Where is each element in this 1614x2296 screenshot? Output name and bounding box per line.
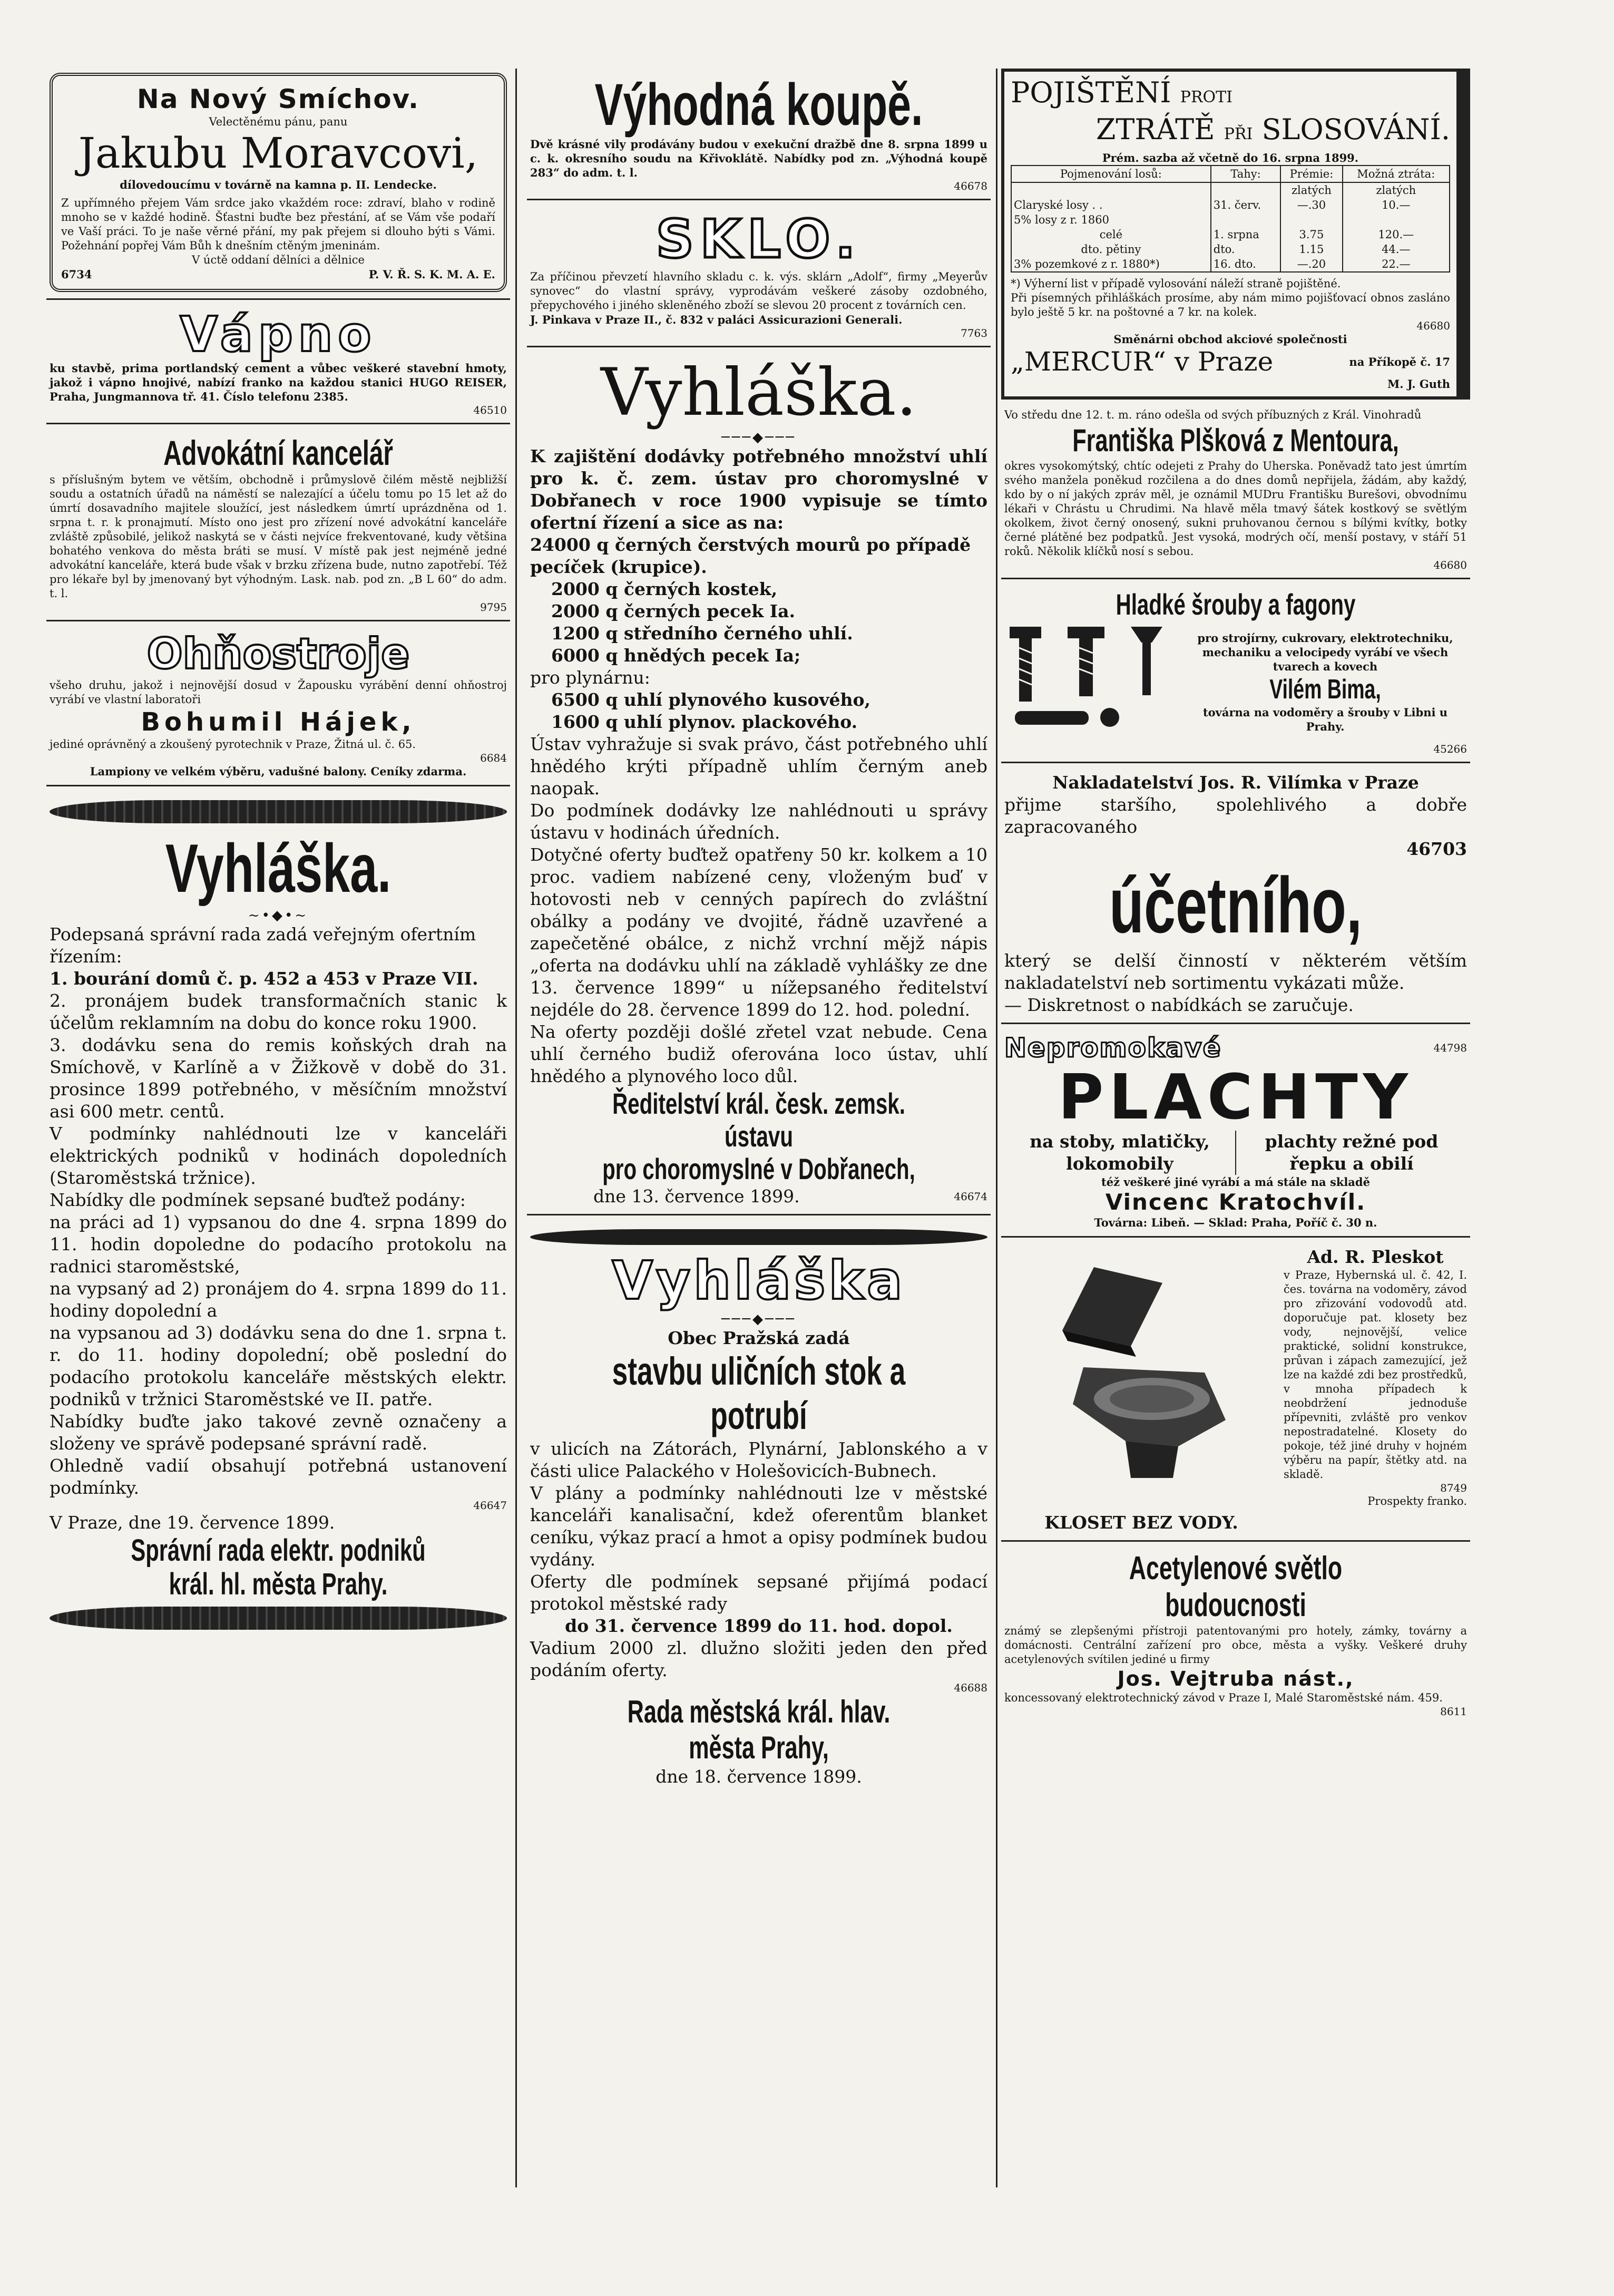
ad-plachty [1001, 1028, 1470, 1238]
column-2 [527, 69, 991, 1798]
ad-vyhlaska-elektr-p3: na práci ad 1) vypsanou do dne 4. srpna 1899 do 11. hodin dopoledne do podacího protokolu na radnici staroměstské, [50, 1212, 507, 1277]
column-1 [46, 69, 510, 1646]
ad-pojisteni-l2b: PŘI [1224, 125, 1253, 143]
ad-vapno-headline: Vápno [180, 306, 377, 363]
ad-srouby-body: pro strojírny, cukrovary, elektrotechniku, mechaniku a velocipedy vyrábí ve všech tvarech a kovech [1197, 631, 1453, 673]
column-3 [1001, 69, 1470, 1728]
ad-pojisteni-prem: Prém. sazba až včetně do 16. srpna 1899. [1102, 151, 1359, 164]
ad-smichov-name: Jakubu Moravcovi, [78, 129, 478, 178]
ad-plachty-right: plachty režné pod řepku a obilí [1265, 1131, 1439, 1174]
ad-sklo [527, 205, 991, 347]
ad-smichov-number: 6734 [61, 268, 92, 281]
table-cell: 3.75 [1280, 227, 1342, 242]
table-cell: 22.— [1343, 257, 1450, 272]
ad-vyhlaska-uhli-q4: 1200 q středního černého uhlí. [551, 623, 853, 644]
table-row [1011, 242, 1450, 257]
table-header: Možná ztráta: [1343, 166, 1450, 182]
lottery-table [1011, 165, 1450, 273]
table-cell: 31. červ. [1211, 198, 1281, 212]
ad-ohnostroje-number: 6684 [480, 752, 507, 764]
ornament-divider: ~•◆•~ [248, 908, 309, 923]
ad-ucetniho-number: 46703 [1406, 839, 1467, 859]
ad-kancelar-body: s příslušným bytem ve větším, obchodně i průmyslově čilém městě nejbližší soudu a ostatních úřadů na náměstí se nalezající a účelu tomu po 15 let až do úmrtí dosavadního majitele sloužící, jest následkem úmrtí uprázdněna od 1. srpna t. r. k pronajmutí. Místo ono jest pro zřízení nové advokátní kanceláře zvláště způsobilé, jelikož naskytá se v části nejvíce frekventované, kudy většina bohatého venkova do města bráti se musí. V místě pak jest nejméně jedné advokátní kanceláře, která bude však v brzku zřízena bude, nutno zapotřebí. Též pro lékaře byl by jmenovaný byt výhodným. Lask. nab. pod zn. „B L 60“ do adm. t. l. [50, 473, 507, 600]
ad-pleskot-foot: Prospekty franko. [1367, 1495, 1467, 1507]
ad-vyhlaska-elektr-item3: 3. dodávku sena do remis koňských drah na Smíchově, v Karlíně a v Žižkově v době do 31. prosince 1899 potřebného, v měsíčním množství asi 600 metr. centů. [50, 1035, 507, 1122]
ad-vyhlaska-elektr-p4: na vypsaný ad 2) pronájem do 4. srpna 1899 do 11. hodiny dopolední a [50, 1278, 507, 1321]
table-cell: 16. dto. [1211, 257, 1281, 272]
ad-vyhlaska-uhli-number: 46674 [954, 1190, 987, 1203]
ad-smichov-salutation: Velectěnému pánu, panu [209, 115, 348, 128]
ad-plachty-name: Vincenc Kratochvíl. [1105, 1189, 1366, 1215]
ad-vyhlaska-elektr-sign1: Správní rada elektr. podniků [131, 1533, 426, 1568]
ad-vyhlaska-elektr-item1: 1. bourání domů č. p. 452 a 453 v Praze VII. [50, 968, 478, 989]
ad-sklo-headline: SKLO. [656, 208, 862, 270]
ad-plachty-sub: též veškeré jiné vyrábí a má stále na skladě [1101, 1175, 1370, 1189]
ad-vyhlaska-elektr-intro: Podepsaná správní rada zadá veřejným ofertním řízením: [50, 924, 476, 967]
table-cell: zlatých [1343, 182, 1450, 198]
ad-vyhlaska-uhli-q5: 6000 q hnědých pecek Ia; [551, 645, 801, 666]
table-row [1011, 182, 1450, 198]
ad-smichov [46, 69, 510, 300]
ad-ohnostroje-name: Bohumil Hájek, [141, 707, 416, 737]
ad-vyhlaska-uhli-q1: 24000 q černých čerstvých mourů po případě pecíček (krupice). [530, 534, 971, 577]
ad-ucetniho-body: který se delší činností v některém větším nakladatelství neb sortimentu vykázati může. [1004, 950, 1467, 993]
screw-icon [1004, 621, 1178, 743]
table-cell: 10.— [1343, 198, 1450, 212]
table-cell: zlatých [1280, 182, 1342, 198]
ad-pleskot-number: 8749 [1440, 1482, 1467, 1494]
ad-vyhlaska-uhli-sign1: Ředitelství král. česk. zemsk. ústavu [612, 1087, 905, 1153]
ad-smichov-closing: V úctě oddaní dělníci a dělnice [192, 254, 365, 266]
ad-smichov-headline: Na Nový Smíchov. [136, 84, 420, 114]
table-row [1011, 257, 1450, 272]
ad-vyhlaska-stoky [527, 1220, 991, 1794]
ad-vyhlaska-stoky-p3: Vadium 2000 zl. dlužno složiti jeden den před podáním oferty. [530, 1638, 987, 1680]
column-rule-2 [996, 69, 997, 2187]
closet-icon [1004, 1246, 1278, 1510]
ad-kancelar-headline: Advokátní kancelář [163, 433, 393, 472]
ornament-bar-bottom [50, 1607, 507, 1630]
ad-acetylen [1001, 1546, 1470, 1724]
table-cell: —.20 [1280, 257, 1342, 272]
table-header: Prémie: [1280, 166, 1342, 182]
ad-acetylen-name: Jos. Vejtruba nást., [1117, 1667, 1354, 1690]
ad-pojisteni-firm: Směnárni obchod akciové společnosti [1113, 333, 1347, 346]
ad-vyhlaska-elektr-p1: V podmínky nahlédnouti lze v kanceláři elektrických podniků v hodinách dopoledních (Staroměstská tržnice). [50, 1123, 507, 1188]
ad-pojisteni [1001, 69, 1470, 400]
ad-mentour-number: 46680 [1433, 559, 1467, 571]
ad-vyhlaska-stoky-p2: Oferty dle podmínek sepsané přijímá podací protokol městské rady [530, 1571, 987, 1614]
table-cell: dto. pětiny [1011, 242, 1211, 257]
table-cell: 44.— [1343, 242, 1450, 257]
ad-koupe-number: 46678 [954, 180, 987, 192]
ad-vyhlaska-uhli-p2: Do podmínek dodávky lze nahlédnouti u správy ústavu v hodinách úředních. [530, 800, 987, 843]
ad-vyhlaska-uhli-q3: 2000 q černých pecek Ia. [551, 601, 795, 621]
ad-srouby-headline: Hladké šrouby a fagony [1116, 588, 1356, 621]
ad-vapno [46, 304, 510, 424]
ad-vyhlaska-elektr-number: 46647 [473, 1499, 507, 1512]
ad-sklo-number: 7763 [961, 327, 987, 339]
ad-pleskot [1001, 1242, 1470, 1542]
table-row [1011, 227, 1450, 242]
ad-ohnostroje-headline: Ohňostroje [146, 629, 410, 678]
ad-plachty-left: na stoby, mlatičky, lokomobily [1004, 1131, 1236, 1175]
ad-vyhlaska-elektr-sign2: král. hl. města Prahy. [169, 1567, 388, 1601]
ad-acetylen-addr: koncessovaný elektrotechnický závod v Praze I, Malé Staroměstské nám. 459. [1004, 1691, 1443, 1704]
ad-vyhlaska-uhli-pro: pro plynárnu: [530, 667, 650, 688]
ad-pojisteni-l2: ZTRÁTĚ [1095, 113, 1215, 146]
ad-vyhlaska-uhli-p3: Dotyčné oferty buďtež opatřeny 50 kr. kolkem a 10 proc. vadiem nabízené ceny, vloženým buď v hotovosti neb v cenných papírech do zvláštní obálky a podány ve dvojité, řádně uzavřené a zapečetěné obálce, z nichž vrchní mějž nápis „oferta na dodávku uhlí na základě vyhlášky ze dne 13. července 1899“ u nížepsaného ředitelství nejdéle do 28. července 1899 do 12. hod. polední. [530, 844, 987, 1020]
closet-illustration [1004, 1246, 1278, 1534]
screws-illustration [1004, 621, 1178, 743]
ad-vyhlaska-elektr-p2: Nabídky dle podmínek sepsané buďtež podány: [50, 1190, 466, 1210]
ad-pojisteni-number: 46680 [1416, 319, 1450, 332]
ad-vyhlaska-stoky-deadline: do 31. července 1899 do 11. hod. dopol. [565, 1616, 953, 1636]
ad-smichov-subtitle: dílovedoucímu v továrně na kamna p. II. Lendecke. [120, 178, 437, 191]
column-rule-1 [515, 69, 517, 2187]
ad-plachty-addr: Továrna: Libeň. — Sklad: Praha, Poříč č. 30 n. [1094, 1216, 1377, 1229]
table-cell: —.30 [1280, 198, 1342, 212]
ad-vyhlaska-uhli-sign2: pro choromyslné v Dobřanech, [602, 1152, 915, 1185]
table-cell: 120.— [1343, 227, 1450, 242]
ad-koupe-body: Dvě krásné vily prodávány budou v exekuční dražbě dne 8. srpna 1899 u c. k. okresního soudu na Křivoklátě. Nabídky pod zn. „Výhodná koupě 283“ do adm. t. l. [530, 138, 987, 179]
ad-pojisteni-addr2: M. J. Guth [1387, 377, 1450, 391]
ad-pojisteni-addr: na Příkopě č. 17 [1349, 355, 1450, 368]
ad-kancelar [46, 429, 510, 621]
ad-mentour [1001, 404, 1470, 579]
ad-vyhlaska-stoky-date: dne 18. července 1899. [656, 1766, 862, 1787]
ad-vyhlaska-uhli-q2: 2000 q černých kostek, [551, 579, 778, 599]
ad-vyhlaska-uhli-date: dne 13. července 1899. [593, 1186, 800, 1207]
ornament-divider: ───◆─── [721, 430, 796, 445]
ad-ohnostroje [46, 626, 510, 786]
ad-vyhlaska-stoky-big: stavbu uličních stok a potrubí [612, 1349, 906, 1437]
ornament-divider: ───◆─── [721, 1311, 796, 1327]
ad-vyhlaska-stoky-intro: Obec Pražská zadá [668, 1328, 850, 1348]
ad-plachty-number: 44798 [1433, 1042, 1467, 1054]
table-cell: Claryské losy . . [1011, 198, 1211, 212]
ad-vyhlaska-uhli-q6: 6500 q uhlí plynového kusového, [551, 689, 871, 710]
ad-srouby-number: 45266 [1433, 743, 1467, 755]
ad-pleskot-caption: KLOSET BEZ VODY. [1044, 1512, 1238, 1533]
ad-vyhlaska-elektr [46, 791, 510, 1641]
ad-pleskot-firm: Ad. R. Pleskot [1307, 1247, 1444, 1267]
ad-ucetniho-line2: přijme staršího, spolehlivého a dobře zapracovaného [1004, 794, 1467, 837]
ad-mentour-body: okres vysokomýtský, chtíc odejeti z Prahy do Uherska. Poněvadž tato jest úmrtím svého manžela poněkud rozčilena a do dnes domů nepřijela, žádám, aby každý, kdo by o ní jakých zpráv měl, je oznámil MUDru Františku Burešovi, obvodnímu lékaři v Chrástu u Chrudimi. Na hlavě měla tmavý šátek kostkový se světlým okolkem, život černý onosený, sukni pruhovanou černou s bílými kvítky, botky černé plátěné bez podpatků. Jest vysoká, modrých očí, menší postavy, v stáří 51 roků. Několik klíčků nosí s sebou. [1004, 460, 1467, 558]
ad-vyhlaska-uhli-p4: Na oferty později došlé zřetel vzat nebude. Cena uhlí černého budiž oferována loco ústav, uhlí hnědého a plynového loco důl. [530, 1021, 987, 1086]
ad-vyhlaska-elektr-date: V Praze, dne 19. července 1899. [50, 1512, 335, 1533]
ad-vyhlaska-uhli-q7: 1600 q uhlí plynov. plackového. [551, 712, 858, 732]
ad-vyhlaska-elektr-p7: Ohledně vadií obsahují potřebná ustanovení podmínky. [50, 1455, 507, 1498]
ad-vyhlaska-elektr-p6: Nabídky buďte jako takové zevně označeny a složeny ve správě podepsané správní radě. [50, 1411, 507, 1454]
ad-vapno-body: ku stavbě, prima portlandský cement a vůbec veškeré stavební hmoty, jakož i vápno hnojivé, nabízí franko na každou stanici HUGO REISER, Praha, Jungmannova tř. 41. Číslo telefonu 2385. [50, 362, 507, 403]
ad-pojisteni-l1: POJIŠTĚNÍ [1011, 76, 1171, 109]
ad-ohnostroje-body2: jediné oprávněný a zkoušený pyrotechnik v Praze, Žitná ul. č. 65. [50, 738, 416, 751]
ad-pojisteni-note: *) Výherní list v případě vylosování náleží straně pojištěné. [1011, 277, 1341, 290]
ad-vyhlaska-elektr-p5: na vypsanou ad 3) dodávku sena do dne 1. srpna t. r. do 11. hodiny dopolední; obě poslední do podacího protokolu kanceláře městských elektr. podniků v tržnici Staroměstské ve II. patře. [50, 1322, 507, 1409]
table-header: Pojmenování losů: [1011, 166, 1211, 182]
ad-vyhlaska-stoky-body: v ulicích na Zátorách, Plynární, Jablonského a v části ulice Palackého v Holešovicích-Bubnech. [530, 1438, 987, 1481]
ad-vyhlaska-elektr-headline: Vyhláška. [165, 830, 392, 907]
table-row [1011, 212, 1450, 227]
ad-sklo-firm: J. Pinkava v Praze II., č. 832 v paláci Assicurazioni Generali. [530, 313, 903, 326]
ad-sklo-body: Za příčinou převzetí hlavního skladu c. k. výs. sklárn „Adolf“, firmy „Meyerův synovec“ do vlastní správy, vyprodávám veškeré zásoby ozdobného, přepychového i jiného skleněného zboží se slevou 20 procent z továrních cen. [530, 270, 987, 312]
ad-vyhlaska-stoky-p1: V plány a podmínky nahlédnouti lze v městské kanceláři kanalisační, kdež oferentům blanket ceníku, výkaz prací a hmot a opisy podmínek budou vydány. [530, 1483, 987, 1570]
ad-plachty-top: Nepromokavé [1004, 1033, 1222, 1063]
ad-pojisteni-body: Při písemných přihláškách prosíme, aby nám mimo pojišťovací obnos zasláno bylo ještě 5 kr. na poštovné a 7 kr. na kolek. [1011, 291, 1450, 318]
table-header: Tahy: [1211, 166, 1281, 182]
ad-srouby-name: Vilém Bima, [1269, 674, 1381, 705]
ad-vyhlaska-uhli-p1: Ústav vyhražuje si svak právo, část potřebného uhlí hnědého krýti případně uhlím černým aneb naopak. [530, 734, 987, 799]
ad-koupe [527, 69, 991, 200]
ad-plachty-big: PLACHTY [1058, 1061, 1414, 1133]
ad-ucetniho-big: účetního, [1109, 861, 1362, 949]
ad-ucetniho-foot: — Diskretnost o nabídkách se zaručuje. [1004, 995, 1354, 1015]
ad-koupe-headline: Výhodná koupě. [594, 72, 923, 138]
ad-smichov-body: Z upřímného přejem Vám srdce jako vkaždém roce: zdraví, blaho v rodině mnoho se v každé hodině. Šťastni buďte bez přestání, ať se Vám vše podaří ve Vaší práci. To je naše věrné přání, my pak přejem si dlouho býti s Vámi. Požehnání popřej Vám Bůh k dnešním ctěným jmeninám. [61, 197, 495, 252]
table-cell: 1.15 [1280, 242, 1342, 257]
ad-vyhlaska-stoky-number: 46688 [954, 1681, 987, 1694]
ornament-bar [50, 800, 507, 823]
ad-pojisteni-mercur: „MERCUR“ v Praze [1011, 346, 1274, 377]
table-cell: 5% losy z r. 1860 [1011, 212, 1211, 227]
ad-ucetniho-line1: Nakladatelství Jos. R. Vilímka v Praze [1052, 772, 1419, 793]
ad-srouby [1001, 583, 1470, 763]
ad-acetylen-body: známý se zlepšenými přístroji patentovanými pro hotely, zámky, továrny a domácnosti. Centrální zařízení pro obce, města a vyšky. Veškeré druhy acetylenových svítilen jediné u firmy [1004, 1624, 1467, 1666]
ad-pleskot-body: v Praze, Hybernská ul. č. 42, I. čes. továrna na vodoměry, závod pro zřizování vodovodů atd. doporučuje pat. klosety bez vody, nejnovější, velice praktické, solidní konstrukce, průvan i zápach zamezující, jež lze na každé zdi bez prostředků, v mnoha případech k neobdržení jednoduše přípevniti, zvláště pro venkov nepostradatelné. Klosety do pokoje, též jiné druhy v hojném výběru na papír, štětky atd. na skladě. [1284, 1269, 1467, 1481]
table-cell: celé [1011, 227, 1211, 242]
ad-pojisteni-l1b: PROTI [1180, 88, 1232, 106]
ad-vyhlaska-uhli [527, 352, 991, 1215]
ad-kancelar-number: 9795 [480, 601, 507, 614]
ad-mentour-name: Františka Plšková z Mentoura, [1072, 423, 1399, 458]
table-cell: 3% pozemkové z r. 1880*) [1011, 257, 1211, 272]
ad-ohnostroje-footer: Lampiony ve velkém výběru, vadušné balony. Ceníky zdarma. [90, 765, 467, 778]
ad-vyhlaska-stoky-headline: Vyhláška [612, 1250, 906, 1311]
ad-acetylen-headline: Acetylenové světlo budoucnosti [1129, 1550, 1343, 1623]
ad-ohnostroje-body: všeho druhu, jakož i nejnovější dosud v Žapousku vyrábění denní ohňostroj vyrábí ve vlastní laboratoři [50, 679, 507, 706]
ad-ucetniho [1001, 767, 1470, 1024]
table-row [1011, 198, 1450, 212]
ad-pojisteni-l2c: SLOSOVÁNÍ. [1261, 113, 1450, 146]
ornament-bar [530, 1229, 987, 1245]
ad-vyhlaska-uhli-intro: K zajištění dodávky potřebného množství uhlí pro k. č. zem. ústav pro choromyslné v Dobřanech v roce 1900 vypisuje se tímto ofertní řízení a sice as na: [530, 446, 987, 533]
ad-vyhlaska-elektr-item2: 2. pronájem budek transformačních stanic k účelům reklamním na dobu do konce roku 1900. [50, 990, 507, 1033]
table-cell: dto. [1211, 242, 1281, 257]
ad-acetylen-number: 8611 [1440, 1705, 1467, 1718]
ad-smichov-signature: P. V. Ř. S. K. M. A. E. [368, 268, 495, 281]
ad-srouby-firm: továrna na vodoměry a šrouby v Libni u Prahy. [1202, 705, 1448, 733]
ad-vapno-number: 46510 [473, 404, 507, 416]
table-cell: 1. srpna [1211, 227, 1281, 242]
ad-mentour-intro: Vo středu dne 12. t. m. ráno odešla od svých příbuzných z Král. Vinohradů [1004, 408, 1422, 421]
ad-vyhlaska-uhli-headline: Vyhláška. [600, 355, 917, 431]
ad-vyhlaska-stoky-sign: Rada městská král. hlav. města Prahy, [627, 1694, 891, 1765]
